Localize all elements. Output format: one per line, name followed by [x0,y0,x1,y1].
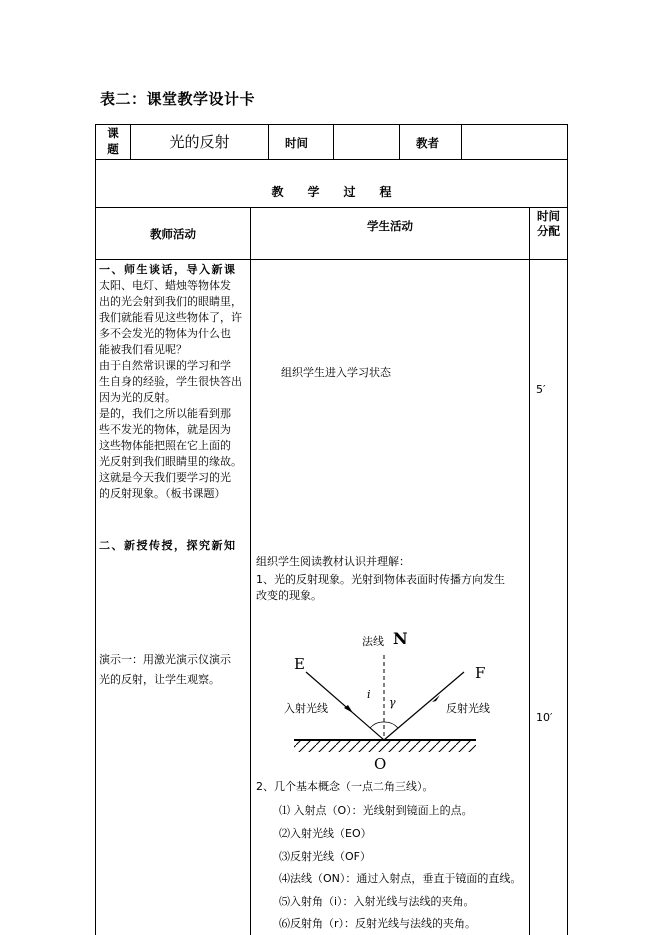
document-title: 表二：课堂教学设计卡 [100,90,256,108]
reflection-definition [256,572,528,604]
concept-item: ⑶反射光线（OF） [279,850,371,863]
concept-item: ⑸入射角（i）：入射光线与法线的夹角。 [279,895,475,908]
text-line: 由于自然常识课的学习和学 [99,359,231,372]
point-o-label: O [374,755,387,773]
section-one-title: 一、师生谈话，导入新课 [99,263,237,276]
text-line: 1、光的反射现象。光射到物体表面时传播方向发生 [256,573,505,586]
topic-value: 光的反射 [169,133,230,151]
time-allocation-1: 5′ [536,383,546,396]
teacher-column-header: 教师活动 [150,227,196,241]
teacher-label: 教者 [416,136,439,150]
teacher-activity-intro [99,278,249,502]
concept-item: ⑴ 入射点（O）：光线射到镜面上的点。 [279,804,473,817]
text-line: 演示一：用激光演示仪演示 [99,653,231,666]
text-line: 改变的现象。 [256,589,322,602]
mirror-surface [294,740,476,752]
section-two-title: 二、新授传授，探究新知 [99,539,237,552]
reading-intro: 组织学生阅读教材认识并理解： [256,555,410,568]
concept-item: ⑵入射光线（EO） [279,827,372,840]
text-line: 这些物体能把照在它上面的 [99,439,231,452]
concepts-title: 2、几个基本概念（一点二角三线）。 [256,780,434,793]
point-f-label: F [475,664,486,682]
text-line: 这就是今天我们要学习的光 [99,471,231,484]
student-state-text: 组织学生进入学习状态 [281,366,391,379]
reflection-diagram [256,625,528,775]
text-line: 太阳、电灯、蜡烛等物体发 [99,279,231,292]
text-line: 生自身的经验，学生很快答出 [99,375,242,388]
reflection-angle-arc [384,722,398,728]
text-line: 因为光的反射。 [99,391,176,404]
incidence-angle-label: i [367,688,371,701]
text-line: 光的反射，让学生观察。 [99,673,220,686]
point-e-label: E [294,655,305,673]
text-line: 我们就能看见这些物体了，许 [99,311,242,324]
incidence-angle-arc [370,722,384,728]
normal-label: 法线 [362,635,384,648]
concept-item: ⑷法线（ON）：通过入射点，垂直于镜面的直线。 [279,872,522,885]
text-line: 能被我们看见呢？ [99,343,187,356]
time-label: 时间 [285,136,308,150]
point-n-label: N [393,629,408,648]
text-line: 多不会发光的物体为什么也 [99,327,231,340]
process-title: 教 学 过 程 [271,185,392,199]
demo-text [99,650,249,690]
text-line: 些不发光的物体，就是因为 [99,423,231,436]
concept-item: ⑹反射角（r）：反射光线与法线的夹角。 [279,917,477,930]
incident-ray-label: 入射光线 [284,702,328,715]
topic-label: 课 题 [107,126,119,156]
text-line: 的反射现象。（板书课题） [99,487,226,500]
text-line: 光反射到我们眼睛里的缘故。 [99,455,242,468]
reflection-angle-label: γ [389,696,396,709]
time-allocation-2: 10′ [536,711,553,724]
text-line: 出的光会射到我们的眼睛里， [99,295,242,308]
reflected-ray-label: 反射光线 [446,702,490,715]
text-line: 是的，我们之所以能看到那 [99,407,231,420]
time-column-header: 时间 分配 [537,209,560,238]
student-column-header: 学生活动 [367,219,413,233]
